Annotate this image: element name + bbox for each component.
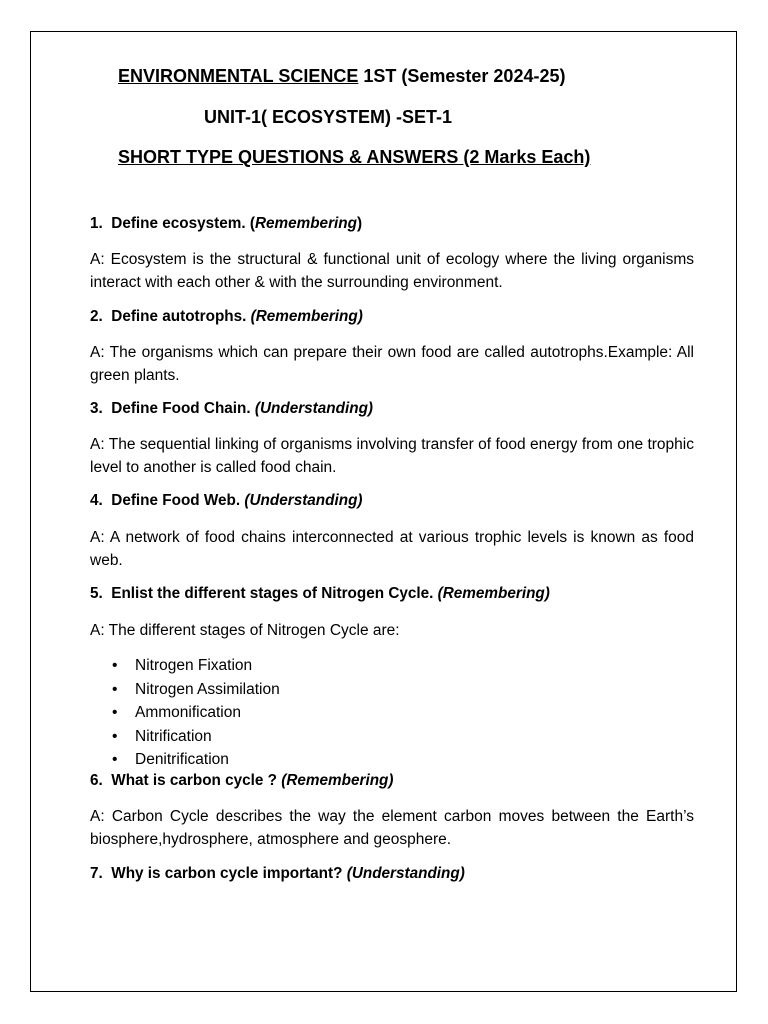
question-number: 2. (90, 308, 103, 325)
question-text: Define Food Chain. (111, 400, 255, 417)
section-heading: SHORT TYPE QUESTIONS & ANSWERS (2 Marks Each) (118, 147, 591, 167)
question-number: 4. (90, 492, 103, 509)
list-item: • Denitrification (135, 748, 280, 772)
question-close: ) (356, 215, 363, 232)
answer-3: A: The sequential linking of organisms involving transfer of food energy from one trophic level to another is called food chain. (90, 436, 694, 476)
question-1 (90, 215, 362, 233)
question-level: (Remembering) (437, 585, 550, 602)
answer-4: A: A network of food chains interconnected at various trophic levels is known as food web. (90, 529, 694, 569)
question-number: 7. (90, 865, 103, 882)
nitrogen-stages-list (90, 654, 280, 772)
question-number: 1. (90, 215, 103, 232)
question-number: 3. (90, 400, 103, 417)
question-text: Define ecosystem. ( (111, 215, 255, 232)
question-text: Why is carbon cycle important? (111, 865, 347, 882)
answer-6: A: Carbon Cycle describes the way the element carbon moves between the Earth’s biosphere,hydrosphere, atmosphere and geosphere. (90, 808, 694, 848)
document-title (118, 66, 565, 87)
answer-1: A: Ecosystem is the structural & functional unit of ecology where the living organisms interact with each other & with the surrounding environment. (90, 251, 694, 291)
question-4 (90, 492, 363, 510)
question-text: Enlist the different stages of Nitrogen Cycle. (111, 585, 438, 602)
list-item: • Nitrification (135, 725, 280, 749)
question-text: Define Food Web. (111, 492, 245, 509)
answer-5: A: The different stages of Nitrogen Cycle are: (90, 622, 400, 639)
question-7 (90, 865, 465, 883)
list-item: • Nitrogen Assimilation (135, 678, 280, 702)
title-rest: 1ST (Semester 2024-25) (358, 66, 566, 86)
question-5 (90, 585, 550, 603)
question-number: 5. (90, 585, 103, 602)
title-underlined: ENVIRONMENTAL SCIENCE (118, 66, 359, 86)
list-item: • Nitrogen Fixation (135, 654, 280, 678)
question-6 (90, 772, 393, 790)
answer-2: A: The organisms which can prepare their own food are called autotrophs.Example: All green plants. (90, 344, 694, 384)
question-text: Define autotrophs. (111, 308, 251, 325)
question-3 (90, 400, 373, 418)
question-level: (Understanding) (244, 492, 363, 509)
question-level: Remembering (254, 215, 357, 232)
question-level: (Remembering) (250, 308, 363, 325)
question-level: (Remembering) (281, 772, 394, 789)
question-text: What is carbon cycle ? (111, 772, 282, 789)
question-level: (Understanding) (346, 865, 465, 882)
list-item: • Ammonification (135, 701, 280, 725)
question-number: 6. (90, 772, 103, 789)
question-2 (90, 308, 363, 326)
question-level: (Understanding) (254, 400, 374, 417)
unit-heading: UNIT-1( ECOSYSTEM) -SET-1 (204, 107, 453, 127)
